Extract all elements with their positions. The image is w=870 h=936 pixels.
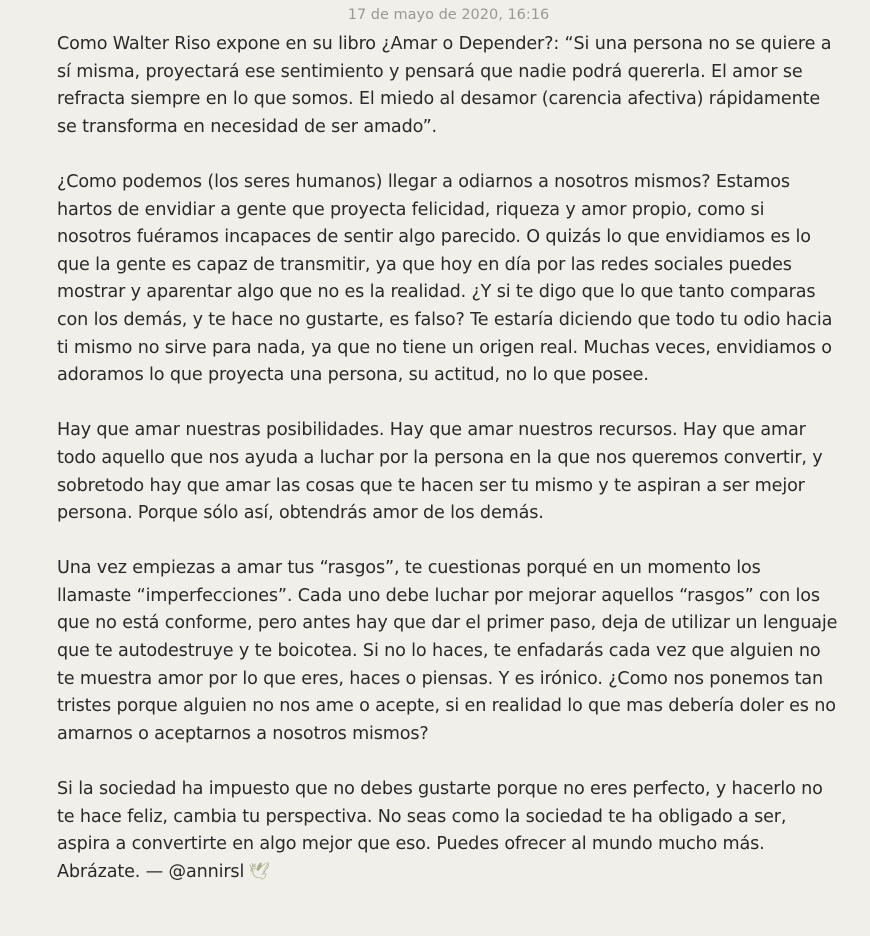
note-paragraph-3: Hay que amar nuestras posibilidades. Hay que amar nuestros recursos. Hay que amar todo aquello que nos ayuda a luchar por la persona en la que nos queremos convertir, y sobretodo hay que amar las cosas que te hacen ser tu mismo y te aspiran a ser mejor persona. Porque sólo así, obtendrás amor de los demás. (57, 420, 823, 524)
note-paragraph-4: Una vez empiezas a amar tus “rasgos”, te cuestionas porqué en un momento los llamaste “imperfecciones”. Cada uno debe luchar por mejorar aquellos “rasgos” con los que no está conforme, pero antes hay que dar el primer paso, deja de utilizar un lenguaje que te autodestruye y te boicotea. Si no lo haces, te enfadarás cada vez que alguien no te muestra amor por lo que eres, haces o piensas. Y es irónico. ¿Como nos ponemos tan tristes porque alguien no nos ame o acepte, si en realidad lo que mas debería doler es no amarnos o aceptarnos a nosotros mismos? (57, 558, 838, 744)
note-paragraph-5 (57, 776, 840, 886)
note-timestamp: 17 de mayo de 2020, 16:16 (347, 7, 550, 23)
note-paragraph-1: Como Walter Riso expone en su libro ¿Amar o Depender?: “Si una persona no se quiere a sí misma, proyectará ese sentimiento y pensará que nadie podrá quererla. El amor se refracta siempre en lo que somos. El miedo al desamor (carencia afectiva) rápidamente se transforma en necesidad de ser amado”. (57, 34, 832, 137)
note-paragraph-2: ¿Como podemos (los seres humanos) llegar a odiarnos a nosotros mismos? Estamos hartos de envidiar a gente que proyecta felicidad, riqueza y amor propio, como si nosotros fuéramos incapaces de sentir algo parecido. O quizás lo que envidiamos es lo que la gente es capaz de transmitir, ya que hoy en día por las redes sociales puedes mostrar y aparentar algo que no es la realidad. ¿Y si te digo que lo que tanto comparas con los demás, y te hace no gustarte, es falso? Te estaría diciendo que todo tu odio hacia ti mismo no sirve para nada, ya que no tiene un origen real. Muchas veces, envidiamos o adoramos lo que proyecta una persona, su actitud, no lo que posee. (57, 171, 833, 386)
note-body[interactable] (57, 31, 840, 886)
dove-icon: 🕊︎ (248, 861, 270, 882)
note-paragraph-5-text: Si la sociedad ha impuesto que no debes gustarte porque no eres perfecto, y hacerlo no te hace feliz, cambia tu perspectiva. No seas como la sociedad te ha obligado a ser, aspira a convertirte en algo mejor que eso. Puedes ofrecer al mundo mucho más. Abrázate. — @annirsl (57, 779, 823, 882)
